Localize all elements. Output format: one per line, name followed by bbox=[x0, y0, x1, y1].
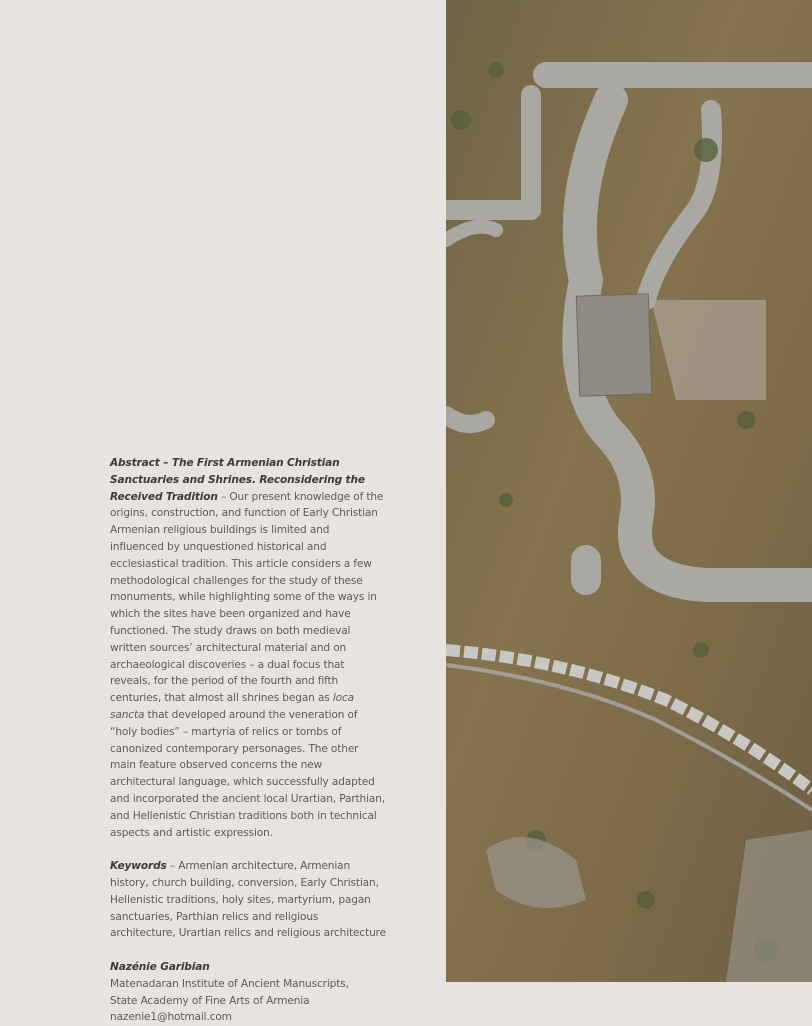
abstract-title: Abstract – The First Armenian Christian Sanctuaries and Shrines. Reconsidering the Received Tradition bbox=[110, 457, 365, 503]
author-block bbox=[110, 959, 386, 1026]
article-abstract-block bbox=[110, 455, 386, 1026]
keywords-paragraph bbox=[110, 858, 386, 942]
aerial-photo-ruins bbox=[446, 0, 812, 982]
abstract-paragraph bbox=[110, 455, 386, 841]
author-affiliation: Matenadaran Institute of Ancient Manuscripts, bbox=[110, 977, 349, 990]
abstract-italic-term: loca sancta bbox=[110, 692, 355, 721]
author-name: Nazénie Garibian bbox=[110, 960, 210, 973]
author-email[interactable]: nazenie1@hotmail.com bbox=[110, 1011, 232, 1024]
abstract-text: – Our present knowledge of the origins, construction, and function of Early Christian Armenian religious buildings is limited and influenced by unquestioned historical and ecclesiastical tradition. This article considers a few methodological challenges for the study of these monuments, while highlighting some of the ways in which the sites have been organized and have functioned. The study draws on both medieval written sources’ architectural material and on archaeological discoveries – a dual focus that reveals, for the period of the fourth and fifth centuries, that almost all shrines began as bbox=[110, 490, 384, 705]
author-affiliation: State Academy of Fine Arts of Armenia bbox=[110, 994, 310, 1007]
abstract-text-continued: that developed around the veneration of “holy bodies” – martyria of relics or tombs of canonized contemporary personages. The other main feature observed concerns the new architectural language, which successfully adapted and incorporated the ancient local Urartian, Parthian, and Hellenistic Christian traditions both in technical aspects and artistic expression. bbox=[110, 708, 386, 839]
keywords-label: Keywords bbox=[110, 860, 167, 873]
keywords-text: – Armenian architecture, Armenian history, church building, conversion, Early Christian, Hellenistic traditions, holy sites, martyrium, pagan sanctuaries, Parthian relics and religious architecture, Urartian relics and religious architecture bbox=[110, 860, 386, 940]
